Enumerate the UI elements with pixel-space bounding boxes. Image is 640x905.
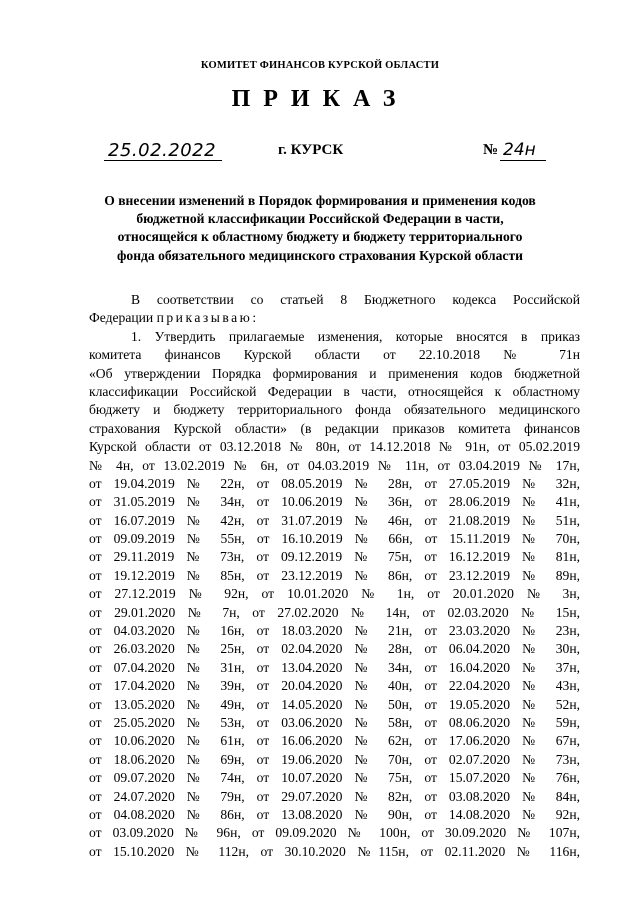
body-line: № 4н, от 13.02.2019 № 6н, от 04.03.2019 № 11н, от 03.04.2019 № 17н, — [89, 457, 580, 473]
subject-line: О внесении изменений в Порядок формирования и применения кодов — [104, 193, 536, 208]
body-line: от 16.07.2019 № 42н, от 31.07.2019 № 46н, от 21.08.2019 № 51н, — [89, 512, 580, 528]
order-subject — [70, 192, 570, 265]
body-line: от 29.11.2019 № 73н, от 09.12.2019 № 75н, от 16.12.2019 № 81н, — [89, 549, 580, 565]
body-line: от 09.09.2019 № 55н, от 16.10.2019 № 66н, от 15.11.2019 № 70н, — [89, 531, 580, 547]
body-line: от 04.08.2020 № 86н, от 13.08.2020 № 90н, от 14.08.2020 № 92н, — [89, 806, 580, 822]
body-line: от 13.05.2020 № 49н, от 14.05.2020 № 50н, от 19.05.2020 № 52н, — [89, 696, 580, 712]
document-title: ПРИКАЗ — [231, 86, 409, 112]
number-sign: № — [483, 142, 499, 158]
organization-name: КОМИТЕТ ФИНАНСОВ КУРСКОЙ ОБЛАСТИ — [200, 60, 440, 71]
order-meta-row — [0, 140, 640, 164]
body-line: от 31.05.2019 № 34н, от 10.06.2019 № 36н, от 28.06.2019 № 41н, — [89, 494, 580, 510]
body-line: от 24.07.2020 № 79н, от 29.07.2020 № 82н, от 03.08.2020 № 84н, — [89, 788, 580, 804]
body-line: классификации Российской Федерации в части, относящейся к областному — [89, 383, 580, 399]
body-line: от 09.07.2020 № 74н, от 10.07.2020 № 75н, от 15.07.2020 № 76н, — [89, 770, 580, 786]
body-line: В соответствии со статьей 8 Бюджетного кодекса Российской — [131, 292, 580, 307]
subject-line: бюджетной классификации Российской Федерации в части, — [136, 211, 504, 227]
body-line: комитета финансов Курской области от 22.10.2018 № 71н — [89, 347, 580, 363]
subject-line: фонда обязательного медицинского страхования Курской области — [117, 247, 523, 263]
body-line: от 25.05.2020 № 53н, от 03.06.2020 № 58н, от 08.06.2020 № 59н, — [89, 714, 580, 730]
handwritten-order-number: 24н — [503, 140, 536, 160]
handwritten-date: 25.02.2022 — [108, 140, 217, 161]
date-underline — [104, 160, 222, 161]
city-name: г. КУРСК — [278, 142, 344, 158]
body-line: страхования Курской области» (в редакции приказов комитета финансов — [89, 420, 580, 436]
body-line: от 07.04.2020 № 31н, от 13.04.2020 № 34н, от 16.04.2020 № 37н, — [89, 659, 580, 675]
body-line: от 19.12.2019 № 85н, от 23.12.2019 № 86н, от 23.12.2019 № 89н, — [89, 567, 580, 583]
body-line: от 10.06.2020 № 61н, от 16.06.2020 № 62н, от 17.06.2020 № 67н, — [89, 733, 580, 749]
body-line: 1. Утвердить прилагаемые изменения, которые вносятся в приказ — [131, 328, 580, 344]
body-line: от 04.03.2020 № 16н, от 18.03.2020 № 21н, от 23.03.2020 № 23н, — [89, 623, 580, 639]
order-body — [89, 291, 580, 861]
body-line: от 18.06.2020 № 69н, от 19.06.2020 № 70н, от 02.07.2020 № 73н, — [89, 751, 580, 767]
order-word: приказываю: — [156, 310, 259, 326]
body-line: от 26.03.2020 № 25н, от 02.04.2020 № 28н, от 06.04.2020 № 30н, — [89, 641, 580, 657]
body-line: Курской области от 03.12.2018 № 80н, от 14.12.2018 № 91н, от 05.02.2019 — [89, 439, 580, 455]
body-line: от 29.01.2020 № 7н, от 27.02.2020 № 14н, от 02.03.2020 № 15н, — [89, 604, 580, 620]
body-line: от 03.09.2020 № 96н, от 09.09.2020 № 100н, от 30.09.2020 № 107н, — [89, 825, 580, 841]
body-line: бюджету и бюджету территориального фонда обязательного медицинского — [89, 402, 580, 418]
number-underline — [500, 160, 546, 161]
subject-line: относящейся к областному бюджету и бюджету территориального — [117, 229, 523, 245]
body-line: «Об утверждении Порядка формирования и применения кодов бюджетной — [89, 365, 580, 381]
body-fragment: Федерации — [89, 310, 157, 326]
body-line: от 15.10.2020 № 112н, от 30.10.2020 №115н, от 02.11.2020 № 116н, — [89, 843, 580, 859]
body-line — [89, 309, 580, 327]
body-line: от 27.12.2019 № 92н, от 10.01.2020 № 1н, от 20.01.2020 № 3н, — [89, 586, 580, 602]
body-line: от 17.04.2020 № 39н, от 20.04.2020 № 40н, от 22.04.2020 № 43н, — [89, 678, 580, 694]
body-line: от 19.04.2019 № 22н, от 08.05.2019 № 28н, от 27.05.2019 № 32н, — [89, 475, 580, 491]
